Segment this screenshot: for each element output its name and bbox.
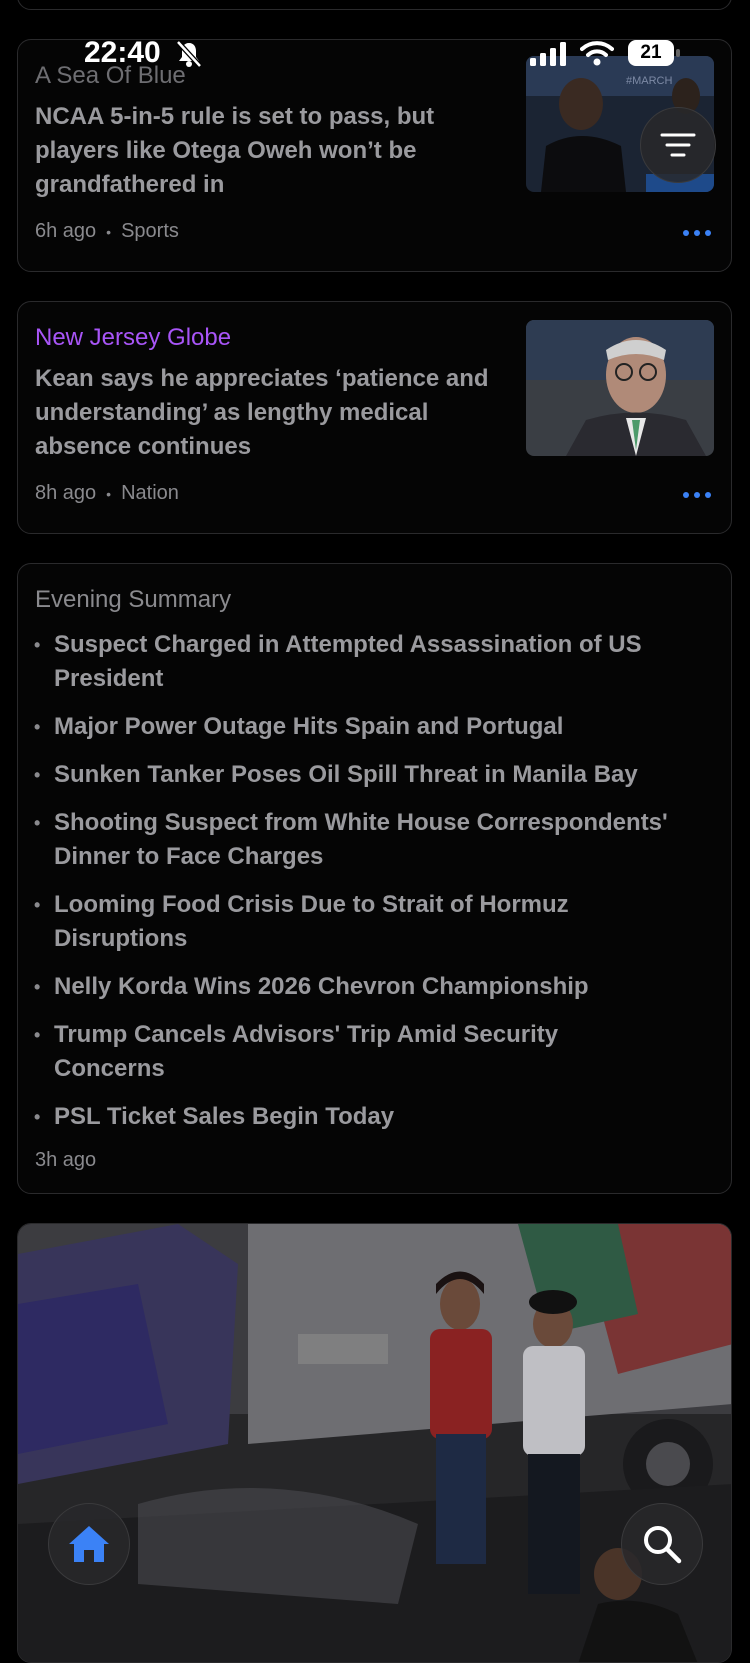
summary-item[interactable]: • Nelly Korda Wins 2026 Chevron Championship — [18, 970, 674, 1004]
summary-item[interactable]: • PSL Ticket Sales Begin Today — [18, 1100, 674, 1134]
summary-item[interactable]: • Trump Cancels Advisors' Trip Amid Security Concerns — [18, 1018, 674, 1086]
card-category: Sports — [121, 220, 179, 242]
summary-item[interactable]: • Major Power Outage Hits Spain and Portugal — [18, 710, 674, 744]
card-time: 6h ago — [35, 220, 97, 242]
filter-icon — [660, 132, 696, 158]
summary-list — [18, 628, 674, 1148]
news-card[interactable] — [17, 301, 732, 534]
card-source: A Sea Of Blue — [35, 62, 186, 89]
summary-item[interactable]: • Sunken Tanker Poses Oil Spill Threat in Manila Bay — [18, 758, 674, 792]
card-meta — [35, 482, 179, 505]
signal-icon — [530, 42, 568, 66]
summary-item[interactable]: • Shooting Suspect from White House Correspondents' Dinner to Face Charges — [18, 806, 674, 874]
summary-title: Evening Summary — [35, 586, 232, 613]
photo-news-card[interactable] — [17, 1223, 732, 1663]
summary-card[interactable] — [17, 563, 732, 1194]
home-icon — [67, 1524, 111, 1564]
news-photo — [18, 1224, 732, 1663]
summary-time: 3h ago — [35, 1149, 97, 1171]
bell-muted-icon — [176, 40, 202, 68]
meta-separator: • — [106, 223, 112, 240]
card-source: New Jersey Globe — [35, 324, 232, 351]
home-button[interactable] — [48, 1503, 130, 1585]
status-bar — [0, 36, 750, 76]
filter-button[interactable] — [640, 107, 716, 183]
card-thumbnail — [526, 320, 714, 456]
card-headline[interactable]: NCAA 5-in-5 rule is set to pass, but players like Otega Oweh won’t be grandfathered in — [35, 103, 435, 198]
battery-indicator — [628, 40, 674, 66]
battery-cap — [676, 49, 680, 57]
more-dots-icon[interactable] — [683, 492, 711, 498]
wifi-icon — [580, 40, 614, 66]
summary-item[interactable]: • Suspect Charged in Attempted Assassination of US President — [18, 628, 674, 696]
meta-separator: • — [106, 485, 112, 502]
card-headline[interactable]: Kean says he appreciates ‘patience and understanding’ as lengthy medical absence continues — [35, 365, 489, 460]
search-button[interactable] — [621, 1503, 703, 1585]
summary-item[interactable]: • Looming Food Crisis Due to Strait of Hormuz Disruptions — [18, 888, 674, 956]
previous-card-edge — [17, 0, 732, 10]
card-category: Nation — [121, 482, 179, 504]
card-time: 8h ago — [35, 482, 97, 504]
card-meta — [35, 220, 179, 243]
battery-level: 21 — [640, 42, 662, 63]
more-dots-icon[interactable] — [683, 230, 711, 236]
status-time: 22:40 — [84, 36, 161, 69]
svg-text:#MARCH: #MARCH — [626, 75, 673, 87]
search-icon — [641, 1523, 683, 1565]
